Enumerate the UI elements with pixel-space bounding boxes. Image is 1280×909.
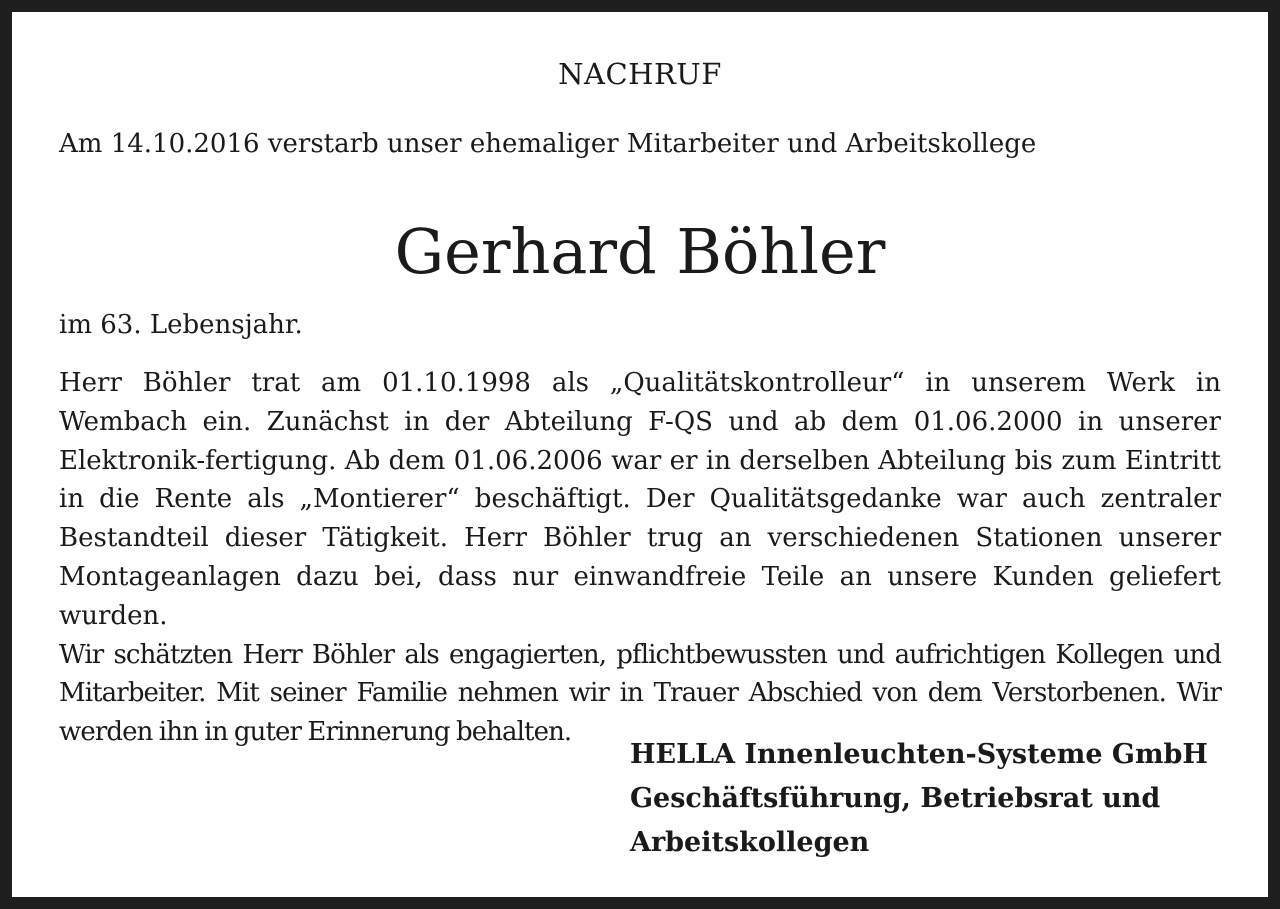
body-paragraph-career: Herr Böhler trat am 01.10.1998 als „Qualitätskontrolleur“ in unserem Werk in Wembach ein. Zunächst in der Abteilung F-QS und ab dem 01.06.2000 in unserer Elektronik-fertigung. Ab dem 01.06.2006 war er in derselben Abteilung bis zum Eintritt in die Rente als „Montierer“ beschäftigt. Der Qualitätsgedanke war auch zentraler Bestandteil dieser Tätigkeit. Herr Böhler trug an verschiedenen Stationen unserer Montageanlagen dazu bei, dass nur einwandfreie Teile an unsere Kunden geliefert wurden. (59, 368, 1221, 631)
body-paragraph-tribute: Wir schätzten Herr Böhler als engagierten, pflichtbewussten und aufrichtigen Kollegen und Mitarbeiter. Mit seiner Familie nehmen wir in Trauer Abschied von dem Verstorbenen. Wir werden ihn in guter Erinnerung behalten. (59, 639, 1221, 748)
obituary-notice (12, 12, 1268, 897)
age-line: im 63. Lebensjahr. (59, 310, 303, 340)
notice-heading: NACHRUF (558, 57, 722, 91)
signature-management: Geschäftsführung, Betriebsrat und (630, 783, 1161, 814)
signature-company: HELLA Innenleuchten-Systeme GmbH (630, 739, 1208, 770)
intro-line: Am 14.10.2016 verstarb unser ehemaliger Mitarbeiter und Arbeitskollege (59, 129, 1037, 159)
signature-colleagues: Arbeitskollegen (630, 827, 870, 858)
signature-block (630, 733, 1208, 865)
deceased-name: Gerhard Böhler (394, 215, 886, 288)
notice-body (59, 364, 1221, 752)
